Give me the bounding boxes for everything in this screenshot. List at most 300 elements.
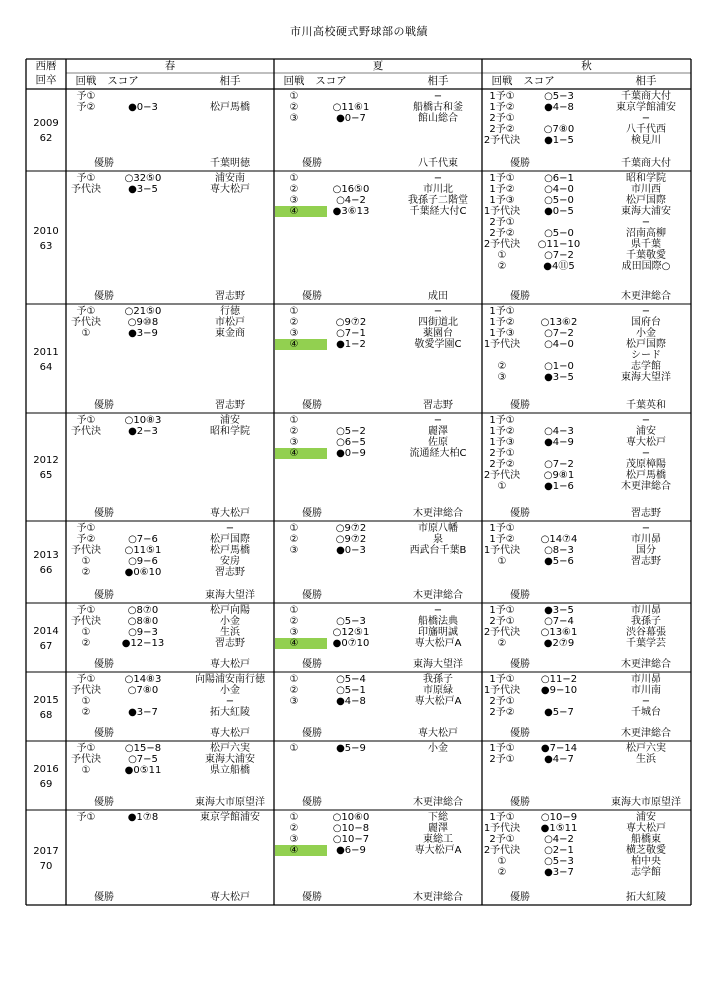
champion-label: 優勝: [302, 797, 322, 808]
round-cell: 予代決: [71, 754, 101, 765]
score-cell: ○9⑧1: [543, 470, 575, 481]
score-cell: ●3⑥13: [332, 206, 370, 217]
score-cell: ●1⑦8: [127, 812, 159, 823]
opponent-cell: 麗澤: [428, 823, 448, 834]
opponent-cell: 柏中央: [631, 856, 661, 867]
round-cell: 2予②: [489, 124, 515, 135]
opponent-cell: 県千葉: [631, 239, 661, 250]
score-cell: ○6−1: [544, 173, 574, 184]
round-cell: 2予代決: [483, 845, 521, 856]
round-cell: ③: [289, 545, 299, 556]
opponent-cell: −: [641, 306, 651, 317]
round-cell: ①: [289, 91, 299, 102]
champion-team: 八千代東: [418, 158, 458, 169]
header-opponent: 相手: [219, 75, 241, 87]
opponent-cell: 東海大浦安: [205, 754, 255, 765]
results-table: [26, 59, 691, 914]
round-cell: ④: [289, 638, 299, 649]
round-cell: 1予代決: [483, 339, 521, 350]
opponent-cell: 専大松戸: [626, 823, 666, 834]
champion-team: 木更津総合: [413, 797, 463, 808]
champion-label: 優勝: [94, 590, 114, 601]
class-cell: 64: [39, 361, 53, 373]
champion-team: 専大松戸: [210, 728, 250, 739]
round-cell: ②: [289, 685, 299, 696]
opponent-cell: 専大松戸A: [414, 638, 462, 649]
round-cell: 1予①: [489, 523, 515, 534]
round-cell: 1予代決: [483, 545, 521, 556]
round-cell: ③: [289, 627, 299, 638]
opponent-cell: 浦安: [636, 426, 656, 437]
champion-label: 優勝: [510, 590, 530, 601]
champion-label: 優勝: [510, 508, 530, 519]
round-cell: 1予②: [489, 317, 515, 328]
score-cell: ○11⑥1: [332, 102, 370, 113]
opponent-cell: 松戸六実: [626, 743, 666, 754]
opponent-cell: 市松戸: [215, 317, 245, 328]
score-cell: ○10⑧3: [124, 415, 162, 426]
score-cell: ○11⑤1: [124, 545, 162, 556]
opponent-cell: 泉: [433, 534, 443, 545]
champion-label: 優勝: [302, 400, 322, 411]
opponent-cell: 昭和学院: [626, 173, 666, 184]
opponent-cell: 敬愛学園C: [414, 339, 462, 350]
year-cell: 2010: [33, 225, 59, 237]
champion-team: 千葉英和: [626, 400, 666, 411]
score-cell: ●2⑦9: [543, 638, 575, 649]
opponent-cell: 東京学館浦安: [200, 812, 260, 823]
round-cell: 予代決: [71, 184, 101, 195]
score-cell: ○9−6: [128, 556, 158, 567]
opponent-cell: 行徳: [220, 306, 240, 317]
score-cell: ●1⑤11: [540, 823, 578, 834]
year-cell: 2017: [33, 845, 59, 857]
score-cell: ○32⑤0: [124, 173, 162, 184]
score-cell: ●9−10: [540, 685, 578, 696]
opponent-cell: 東総工: [423, 834, 453, 845]
score-cell: ○7−1: [336, 328, 366, 339]
opponent-cell: 拓大紅陵: [210, 707, 250, 718]
score-cell: ○5−3: [544, 91, 574, 102]
score-cell: ●6−9: [336, 845, 366, 856]
round-cell: ③: [289, 437, 299, 448]
opponent-cell: 小金: [220, 685, 240, 696]
score-cell: ○10⑥0: [332, 812, 370, 823]
opponent-cell: 小金: [636, 328, 656, 339]
round-cell: ①: [81, 765, 91, 776]
score-cell: ●1−2: [336, 339, 366, 350]
opponent-cell: 千葉敬愛: [626, 250, 666, 261]
champion-label: 優勝: [302, 728, 322, 739]
opponent-cell: −: [225, 696, 235, 707]
header-era: 西暦: [35, 60, 57, 72]
champion-label: 優勝: [94, 728, 114, 739]
round-cell: ①: [497, 856, 507, 867]
score-cell: ○7−4: [544, 616, 574, 627]
champion-team: 木更津総合: [413, 508, 463, 519]
opponent-cell: 市川西: [631, 184, 661, 195]
round-cell: ②: [497, 361, 507, 372]
score-cell: ●3−7: [128, 707, 158, 718]
header-season-summer: 夏: [372, 60, 384, 72]
score-cell: ●4−8: [544, 102, 574, 113]
opponent-cell: 専大松戸: [626, 437, 666, 448]
score-cell: ●1−5: [544, 135, 574, 146]
opponent-cell: 市原八幡: [418, 523, 458, 534]
opponent-cell: 西武台千葉B: [409, 545, 467, 556]
round-cell: ①: [497, 250, 507, 261]
score-cell: ○11−10: [537, 239, 581, 250]
round-cell: 1予③: [489, 328, 515, 339]
round-cell: 1予①: [489, 812, 515, 823]
opponent-cell: 松戸馬橋: [210, 102, 250, 113]
score-cell: ○14⑦4: [540, 534, 578, 545]
opponent-cell: 浦安南: [215, 173, 245, 184]
header-score: スコア: [107, 75, 139, 87]
opponent-cell: −: [433, 306, 443, 317]
opponent-cell: 下総: [428, 812, 448, 823]
champion-label: 優勝: [510, 659, 530, 670]
round-cell: 1予③: [489, 195, 515, 206]
opponent-cell: 検見川: [631, 135, 661, 146]
score-cell: ●4−8: [336, 696, 366, 707]
champion-label: 優勝: [94, 892, 114, 903]
header-round: 回戦: [283, 75, 305, 87]
score-cell: ○8⑧0: [127, 616, 159, 627]
highlight-cell: [275, 638, 327, 649]
champion-team: 東海大望洋: [205, 590, 255, 601]
opponent-cell: −: [641, 696, 651, 707]
round-cell: 2予代決: [483, 627, 521, 638]
opponent-cell: −: [641, 448, 651, 459]
class-cell: 65: [39, 470, 53, 481]
score-cell: ○5−4: [336, 674, 366, 685]
round-cell: ①: [289, 674, 299, 685]
opponent-cell: −: [433, 173, 443, 184]
opponent-cell: 船橋古和釜: [413, 102, 463, 113]
opponent-cell: 木更津総合: [621, 481, 671, 492]
champion-label: 優勝: [94, 797, 114, 808]
opponent-cell: 八千代西: [626, 124, 666, 135]
year-cell: 2015: [33, 694, 59, 706]
round-cell: ②: [289, 184, 299, 195]
round-cell: 2予②: [489, 459, 515, 470]
opponent-cell: 市川昴: [631, 605, 661, 616]
champion-team: 専大松戸: [210, 659, 250, 670]
round-cell: 1予②: [489, 534, 515, 545]
score-cell: ●0−5: [544, 206, 574, 217]
opponent-cell: 市川北: [423, 184, 453, 195]
round-cell: ①: [289, 605, 299, 616]
opponent-cell: 千葉学芸: [626, 638, 666, 649]
score-cell: ○10−7: [332, 834, 370, 845]
class-cell: 68: [39, 709, 53, 721]
score-cell: ○9−3: [128, 627, 158, 638]
score-cell: ○4−3: [544, 426, 574, 437]
score-cell: ●3−5: [544, 605, 574, 616]
champion-label: 優勝: [302, 892, 322, 903]
round-cell: 2予②: [489, 228, 515, 239]
round-cell: 1予①: [489, 415, 515, 426]
score-cell: ○4−0: [544, 184, 574, 195]
opponent-cell: −: [433, 415, 443, 426]
round-cell: 2予代決: [483, 470, 521, 481]
score-cell: ○16⑤0: [332, 184, 370, 195]
score-cell: ●3−5: [128, 184, 158, 195]
champion-label: 優勝: [94, 508, 114, 519]
score-cell: ○9⑩8: [127, 317, 159, 328]
opponent-cell: −: [641, 113, 651, 124]
round-cell: ②: [497, 867, 507, 878]
score-cell: ○2−1: [544, 845, 574, 856]
opponent-cell: 麗澤: [428, 426, 448, 437]
header-graduation: 回卒: [35, 74, 57, 86]
opponent-cell: −: [433, 91, 443, 102]
highlight-cell: [275, 206, 327, 217]
round-cell: 予代決: [71, 616, 101, 627]
header-score: スコア: [315, 75, 347, 87]
opponent-cell: −: [433, 605, 443, 616]
opponent-cell: 千城台: [631, 707, 661, 718]
score-cell: ●0⑦10: [332, 638, 370, 649]
score-cell: ●7−14: [540, 743, 578, 754]
round-cell: ①: [289, 812, 299, 823]
score-cell: ○13⑥1: [540, 627, 578, 638]
champion-team: 成田: [428, 291, 448, 302]
opponent-cell: 我孫子: [423, 674, 453, 685]
champion-team: 東海大市原望洋: [611, 797, 681, 808]
opponent-cell: 船橋東: [631, 834, 661, 845]
round-cell: 2予①: [489, 217, 515, 228]
champion-label: 優勝: [94, 659, 114, 670]
round-cell: 2予①: [489, 696, 515, 707]
champion-team: 専大松戸: [418, 728, 458, 739]
highlight-cell: [275, 845, 327, 856]
score-cell: ○5−2: [336, 426, 366, 437]
round-cell: ②: [497, 261, 507, 272]
champion-label: 優勝: [510, 291, 530, 302]
champion-team: 木更津総合: [413, 590, 463, 601]
champion-team: 木更津総合: [413, 892, 463, 903]
opponent-cell: 志学館: [631, 361, 661, 372]
opponent-cell: 松戸国際: [210, 534, 250, 545]
champion-team: 習志野: [423, 400, 453, 411]
round-cell: 予①: [76, 91, 96, 102]
opponent-cell: 国府台: [631, 317, 661, 328]
round-cell: ③: [497, 372, 507, 383]
class-cell: 66: [39, 565, 53, 576]
round-cell: 予①: [76, 173, 96, 184]
score-cell: ○10−9: [540, 812, 578, 823]
opponent-cell: 松戸国際: [626, 339, 666, 350]
highlight-cell: [275, 448, 327, 459]
round-cell: ②: [289, 317, 299, 328]
round-cell: ②: [289, 426, 299, 437]
score-cell: ○7−2: [544, 328, 574, 339]
score-cell: ○5−0: [544, 228, 574, 239]
opponent-cell: 生浜: [636, 754, 656, 765]
opponent-cell: 成田国際○: [621, 261, 671, 272]
opponent-cell: 浦安: [220, 415, 240, 426]
opponent-cell: 志学館: [631, 867, 661, 878]
score-cell: ●0⑤11: [124, 765, 162, 776]
champion-team: 千葉商大付: [621, 158, 671, 169]
year-cell: 2013: [33, 550, 59, 561]
score-cell: ●0−7: [336, 113, 366, 124]
champion-label: 優勝: [510, 400, 530, 411]
round-cell: ①: [289, 743, 299, 754]
champion-label: 優勝: [302, 508, 322, 519]
champion-team: 木更津総合: [621, 728, 671, 739]
score-cell: ●0⑥10: [124, 567, 162, 578]
round-cell: 1予代決: [483, 685, 521, 696]
round-cell: ②: [289, 534, 299, 545]
score-cell: ●3−5: [544, 372, 574, 383]
score-cell: ●4−7: [544, 754, 574, 765]
header-round: 回戦: [491, 75, 513, 87]
champion-team: 千葉明徳: [210, 158, 250, 169]
year-cell: 2009: [33, 118, 59, 129]
opponent-cell: 国分: [636, 545, 656, 556]
champion-team: 専大松戸: [210, 508, 250, 519]
champion-team: 木更津総合: [621, 659, 671, 670]
opponent-cell: 松戸馬橋: [626, 470, 666, 481]
round-cell: ④: [289, 339, 299, 350]
round-cell: 1予①: [489, 173, 515, 184]
opponent-cell: 東京学館浦安: [616, 102, 676, 113]
opponent-cell: 小金: [220, 616, 240, 627]
opponent-cell: 渋谷幕張: [626, 627, 666, 638]
opponent-cell: 松戸国際: [626, 195, 666, 206]
highlight-cell: [275, 339, 327, 350]
score-cell: ○9⑦2: [335, 523, 367, 534]
score-cell: ○7⑧0: [543, 124, 575, 135]
champion-team: 拓大紅陵: [626, 892, 666, 903]
opponent-cell: 県立船橋: [210, 765, 250, 776]
opponent-cell: 館山総合: [418, 113, 458, 124]
champion-label: 優勝: [302, 291, 322, 302]
round-cell: ①: [81, 696, 91, 707]
round-cell: 予①: [76, 812, 96, 823]
score-cell: ○9⑦2: [335, 534, 367, 545]
opponent-cell: 薬園台: [423, 328, 453, 339]
opponent-cell: 東海大望洋: [621, 372, 671, 383]
round-cell: ②: [289, 616, 299, 627]
score-cell: ○7−2: [544, 459, 574, 470]
round-cell: 1予①: [489, 743, 515, 754]
champion-label: 優勝: [510, 797, 530, 808]
header-score: スコア: [523, 75, 555, 87]
score-cell: ●4⑪5: [543, 261, 575, 272]
round-cell: ④: [289, 206, 299, 217]
round-cell: 1予①: [489, 306, 515, 317]
round-cell: 予代決: [71, 545, 101, 556]
round-cell: 1予①: [489, 605, 515, 616]
score-cell: ●5−9: [336, 743, 366, 754]
opponent-cell: 我孫子: [631, 616, 661, 627]
round-cell: 予①: [76, 415, 96, 426]
opponent-cell: 沼南高柳: [626, 228, 666, 239]
score-cell: ●5−6: [544, 556, 574, 567]
champion-label: 優勝: [94, 291, 114, 302]
class-cell: 67: [39, 640, 53, 652]
opponent-cell: 船橋法典: [418, 616, 458, 627]
score-cell: ○21⑤0: [124, 306, 162, 317]
opponent-cell: 習志野: [631, 556, 661, 567]
round-cell: 1予②: [489, 426, 515, 437]
opponent-cell: シード: [631, 350, 661, 361]
score-cell: ○5−1: [336, 685, 366, 696]
year-cell: 2014: [33, 625, 59, 637]
opponent-cell: 習志野: [215, 638, 245, 649]
round-cell: ③: [289, 696, 299, 707]
champion-team: 東海大望洋: [413, 659, 463, 670]
round-cell: ②: [289, 823, 299, 834]
round-cell: ②: [81, 638, 91, 649]
champion-label: 優勝: [302, 659, 322, 670]
champion-label: 優勝: [94, 158, 114, 169]
round-cell: 2予①: [489, 448, 515, 459]
score-cell: ●0−3: [128, 102, 158, 113]
score-cell: ○8⑦0: [127, 605, 159, 616]
opponent-cell: 東金商: [215, 328, 245, 339]
round-cell: 予①: [76, 605, 96, 616]
header-round: 回戦: [75, 75, 97, 87]
round-cell: ③: [289, 328, 299, 339]
score-cell: ●0−3: [336, 545, 366, 556]
champion-team: 専大松戸: [210, 892, 250, 903]
opponent-cell: 生浜: [220, 627, 240, 638]
round-cell: ③: [289, 834, 299, 845]
score-cell: ○4−2: [544, 834, 574, 845]
round-cell: 1予代決: [483, 206, 521, 217]
score-cell: ○12⑤1: [332, 627, 370, 638]
round-cell: 2予①: [489, 113, 515, 124]
opponent-cell: 松戸六実: [210, 743, 250, 754]
opponent-cell: −: [641, 415, 651, 426]
score-cell: ●12−13: [121, 638, 165, 649]
score-cell: ○1−0: [544, 361, 574, 372]
opponent-cell: 専大松戸A: [414, 696, 462, 707]
opponent-cell: 市川南: [631, 685, 661, 696]
opponent-cell: 千葉商大付: [621, 91, 671, 102]
champion-team: 木更津総合: [621, 291, 671, 302]
opponent-cell: 流通経大柏C: [409, 448, 467, 459]
round-cell: ②: [289, 102, 299, 113]
score-cell: ○7−5: [128, 754, 158, 765]
round-cell: 2予①: [489, 754, 515, 765]
round-cell: 1予①: [489, 91, 515, 102]
page-title: 市川高校硬式野球部の戦績: [290, 25, 428, 38]
champion-label: 優勝: [302, 158, 322, 169]
opponent-cell: 浦安: [636, 812, 656, 823]
score-cell: ○9⑦2: [335, 317, 367, 328]
score-cell: ○5−3: [336, 616, 366, 627]
class-cell: 62: [39, 133, 53, 144]
opponent-cell: 千葉経大付C: [409, 206, 467, 217]
header-season-spring: 春: [164, 60, 176, 72]
champion-label: 優勝: [510, 728, 530, 739]
score-cell: ●3−9: [128, 328, 158, 339]
score-cell: ○6−5: [336, 437, 366, 448]
round-cell: 1予代決: [483, 823, 521, 834]
header-opponent: 相手: [635, 75, 657, 87]
round-cell: ①: [497, 481, 507, 492]
round-cell: ③: [289, 195, 299, 206]
round-cell: ①: [81, 556, 91, 567]
opponent-cell: 我孫子二階堂: [408, 195, 468, 206]
round-cell: ①: [81, 328, 91, 339]
